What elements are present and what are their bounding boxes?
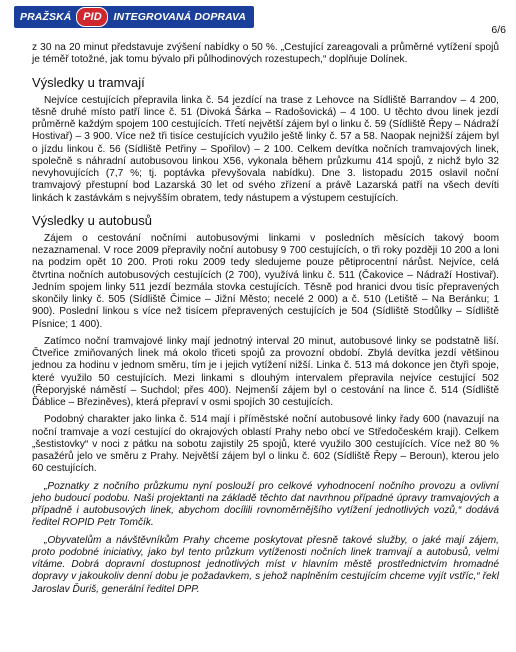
quote-paragraph: „Poznatky z nočního průzkumu nyní poslouží pro celkové vyhodnocení nočního provozu a ovlivní jeho budoucí podobu. Naši projektanti na základě těchto dat navrhnou případné úpravy tramvajových a případně i autobusových linek, abychom docílili rovnoměrnějšího vytížení jednotlivých vozů,“ dodává ředitel ROPID Petr Tomčík. <box>32 480 499 529</box>
intro-paragraph: z 30 na 20 minut představuje zvýšení nabídky o 50 %. „Cestující zareagovali a průměrné vytížení spojů je téměř totožné, jak tomu bývalo při půlhodinových rozestupech,“ doplňuje Dolínek. <box>32 42 499 66</box>
logo-text-right: INTEGROVANÁ DOPRAVA <box>113 11 247 23</box>
section-heading-tram: Výsledky u tramvají <box>32 74 145 90</box>
bus-paragraph: Zájem o cestování nočními autobusovými linkami v posledních měsících takový boom nezaznamenal. V roce 2009 přepravily noční autobusy 9 700 cestujících, o tři roky později 10 200 a loni na podzim opět 10 200. Proti roku 2009 tedy sledujeme pouze pětiprocentní nárůst. Nejvíce, celá čtvrtina nočních autobusových cestujících (2 700), využívá linku č. 511 (Čakovice – Nádraží Hostivař). Jedním spojem linky 511 jezdí bezmála stovka cestujících. Těsně pod hranici dvou tisíc přepravených skončily linky č. 505 (Sídliště Čimice – Jižní Město; necelé 2 000) a č. 510 (Letiště – Na Beránku; 1 900). Poslední linkou s více než tisícem přepravených cestujících je 504 (Sídliště Stodůlky – Sídliště Písnice; 1 400). <box>32 232 499 330</box>
pid-logo-mark: PID <box>76 7 108 27</box>
section-heading-bus: Výsledky u autobusů <box>32 212 152 228</box>
tram-paragraph: Nejvíce cestujících přepravila linka č. 54 jezdící na trase z Lehovce na Sídliště Barrandov – 4 200, těsně druhé místo patří lince č. 51 (Divoká Šárka – Radošovická) – 4 100. U těchto dvou linek jezdí průměrně každým spojem 100 cestujících. Třetí největší zájem byl o linku č. 59 (Sídliště Řepy – Nádraží Hostivař) – 3 900. Více než tři tisíce cestujících využilo ještě linky č. 57 a 58. Naopak nejnižší zájem byl o jízdu linkou č. 56 (Sídliště Petřiny – Spořilov) – 2 100. Celkem devítka nočních tramvajových linek, společně s náhradní autobusovou linkou X56, vykonala během průzkumu 414 spojů, z nichž bylo 32 nevyhovujících (7,7 %; tj. poptávka převyšovala nabídku). Dne 3. listopadu 2015 oslavil noční tramvajový přestupní bod Lazarská 30 let od svého zřízení a právě Lazarská patří na všech devíti linkách k zastávkám s nejvyšším obratem, tedy nástupem a výstupem cestujících. <box>32 94 499 204</box>
document-body <box>32 42 499 596</box>
bus-paragraph: Zatímco noční tramvajové linky mají jednotný interval 20 minut, autobusové linky se podstatně liší. Čtveřice zmiňovaných linek má okolo třiceti spojů za provozní období. Zbylá devítka jezdí většinou jednou za hodinu v jednom směru, tím je i jejich vytížení nižší. Linka č. 513 má dokonce jen čtyři spoje, které využilo 50 cestujících. Mezi linkami s dlouhým intervalem přepravila nejvíce cestující 502 (Řeporyjské náměstí – Suchdol; přes 400). Nejmenší zájem byl o cestování na lince č. 514 (Sídliště Ďáblice – Březiněves), která přepraví v osmi spojích 30 cestujících. <box>32 335 499 408</box>
bus-paragraph: Podobný charakter jako linka č. 514 mají i příměstské noční autobusové linky řady 600 (navazují na noční tramvaje a vozí cestující do okrajových oblastí Prahy nebo obcí ve Středočeském kraji). Celkem „šestistovky“ v noci z pátku na sobotu zajistily 25 spojů, které využilo 300 cestujících. Více než 80 % pasažérů jelo ve směru z Prahy. Největší zájem byl o linku č. 602 (Sídliště Řepy – Beroun), kterou jelo 60 cestujících. <box>32 414 499 475</box>
logo-text-left: PRAŽSKÁ <box>20 11 72 23</box>
pid-logo <box>14 6 254 28</box>
page-number: 6/6 <box>491 24 506 36</box>
page-header <box>14 6 510 36</box>
quote-paragraph: „Obyvatelům a návštěvníkům Prahy chceme poskytovat přesně takové služby, o jaké mají zájem, proto podobné iniciativy, jako byl tento průzkum vytíženosti nočních linek tramvají a autobusů, velmi vítáme. Dobrá dopravní dostupnost jednotlivých míst v hlavním městě prostřednictvím hromadné dopravy v jakoukoliv denní dobu je požadavkem, s jehož naplněním cestujícím chceme vyjít vstříc,“ řekl Jaroslav Ďuriš, generální ředitel DPP. <box>32 534 499 595</box>
